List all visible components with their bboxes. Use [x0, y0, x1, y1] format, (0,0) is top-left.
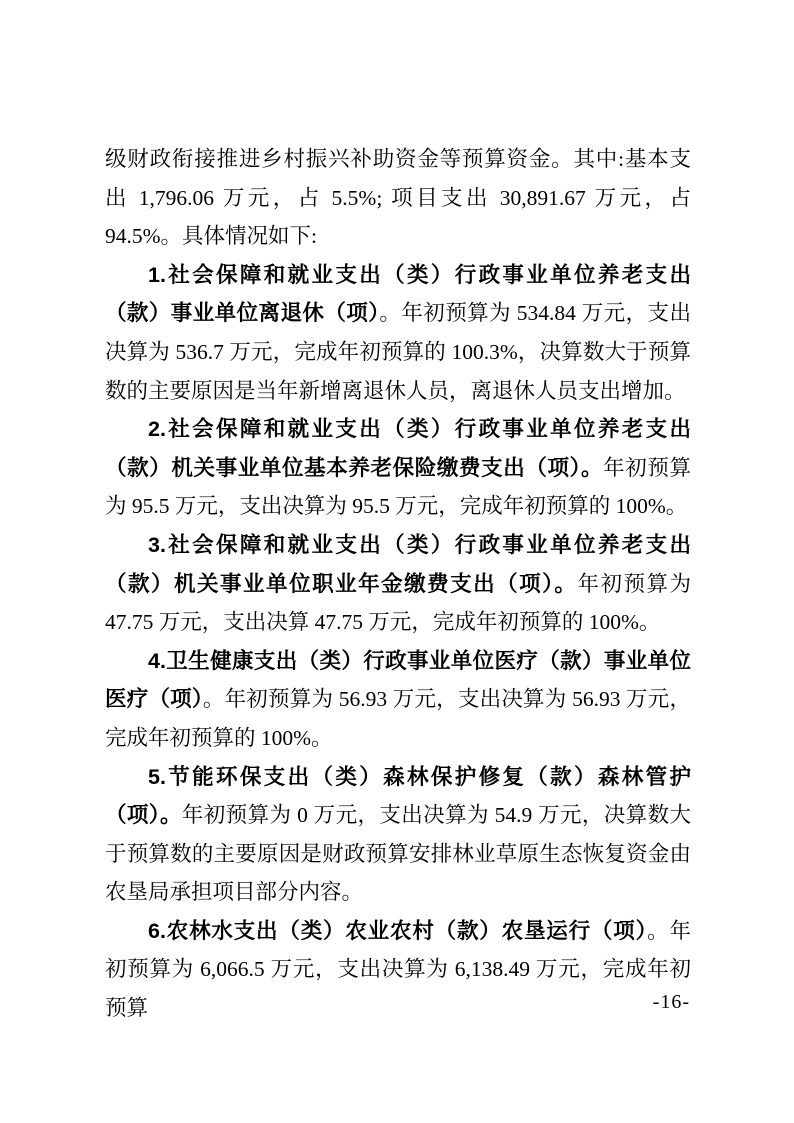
budget-item-5-text: 年初预算为 0 万元，支出决算为 54.9 万元，决算数大于预算数的主要原因是财政预算安排林业草原生态恢复资金由农垦局承担项目部分内容。 — [105, 803, 691, 905]
budget-item-6-text: 。年初预算为 6,066.5 万元，支出决算为 6,138.49 万元，完成年初预算 — [105, 918, 691, 1021]
budget-item-2-text: 年初预算为 95.5 万元，支出决算为 95.5 万元，完成年初预算的 100%。 — [105, 455, 691, 519]
budget-item-2 — [105, 410, 691, 526]
budget-item-1 — [105, 256, 691, 410]
budget-item-3 — [105, 526, 691, 642]
budget-item-4-text: 。年初预算为 56.93 万元，支出决算为 56.93 万元，完成年初预算的 100%。 — [105, 687, 691, 750]
budget-item-3-text: 年初预算为 47.75 万元，支出决算 47.75 万元，完成年初预算的 100%。 — [105, 571, 691, 635]
document-body — [105, 140, 691, 1028]
page-number: -16- — [652, 991, 690, 1013]
continuation-paragraph-text: 级财政衔接推进乡村振兴补助资金等预算资金。其中:基本支出 1,796.06 万元，占 5.5%; 项目支出 30,891.67 万元，占 94.5%。具体情况如下: — [105, 147, 691, 249]
budget-item-1-heading: 1.社会保障和就业支出（类）行政事业单位养老支出（款）事业单位离退休（项） — [105, 262, 691, 326]
budget-item-4-heading: 4.卫生健康支出（类）行政事业单位医疗（款）事业单位医疗（项） — [105, 648, 691, 712]
budget-item-4 — [105, 642, 691, 758]
budget-item-5 — [105, 758, 691, 912]
continuation-paragraph — [105, 140, 691, 256]
budget-item-2-heading: 2.社会保障和就业支出（类）行政事业单位养老支出（款）机关事业单位基本养老保险缴费支出（项）。 — [105, 417, 691, 480]
budget-item-1-text: 。年初预算为 534.84 万元，支出决算为 536.7 万元，完成年初预算的 100.3%，决算数大于预算数的主要原因是当年新增离退休人员，离退休人员支出增加。 — [105, 301, 691, 403]
budget-item-6 — [105, 912, 691, 1028]
budget-item-6-heading: 6.农林水支出（类）农业农村（款）农垦运行（项） — [148, 918, 648, 943]
budget-item-5-heading: 5.节能环保支出（类）森林保护修复（款）森林管护（项）。 — [105, 764, 691, 828]
budget-item-3-heading: 3.社会保障和就业支出（类）行政事业单位养老支出（款）机关事业单位职业年金缴费支出（项）。 — [105, 532, 691, 596]
